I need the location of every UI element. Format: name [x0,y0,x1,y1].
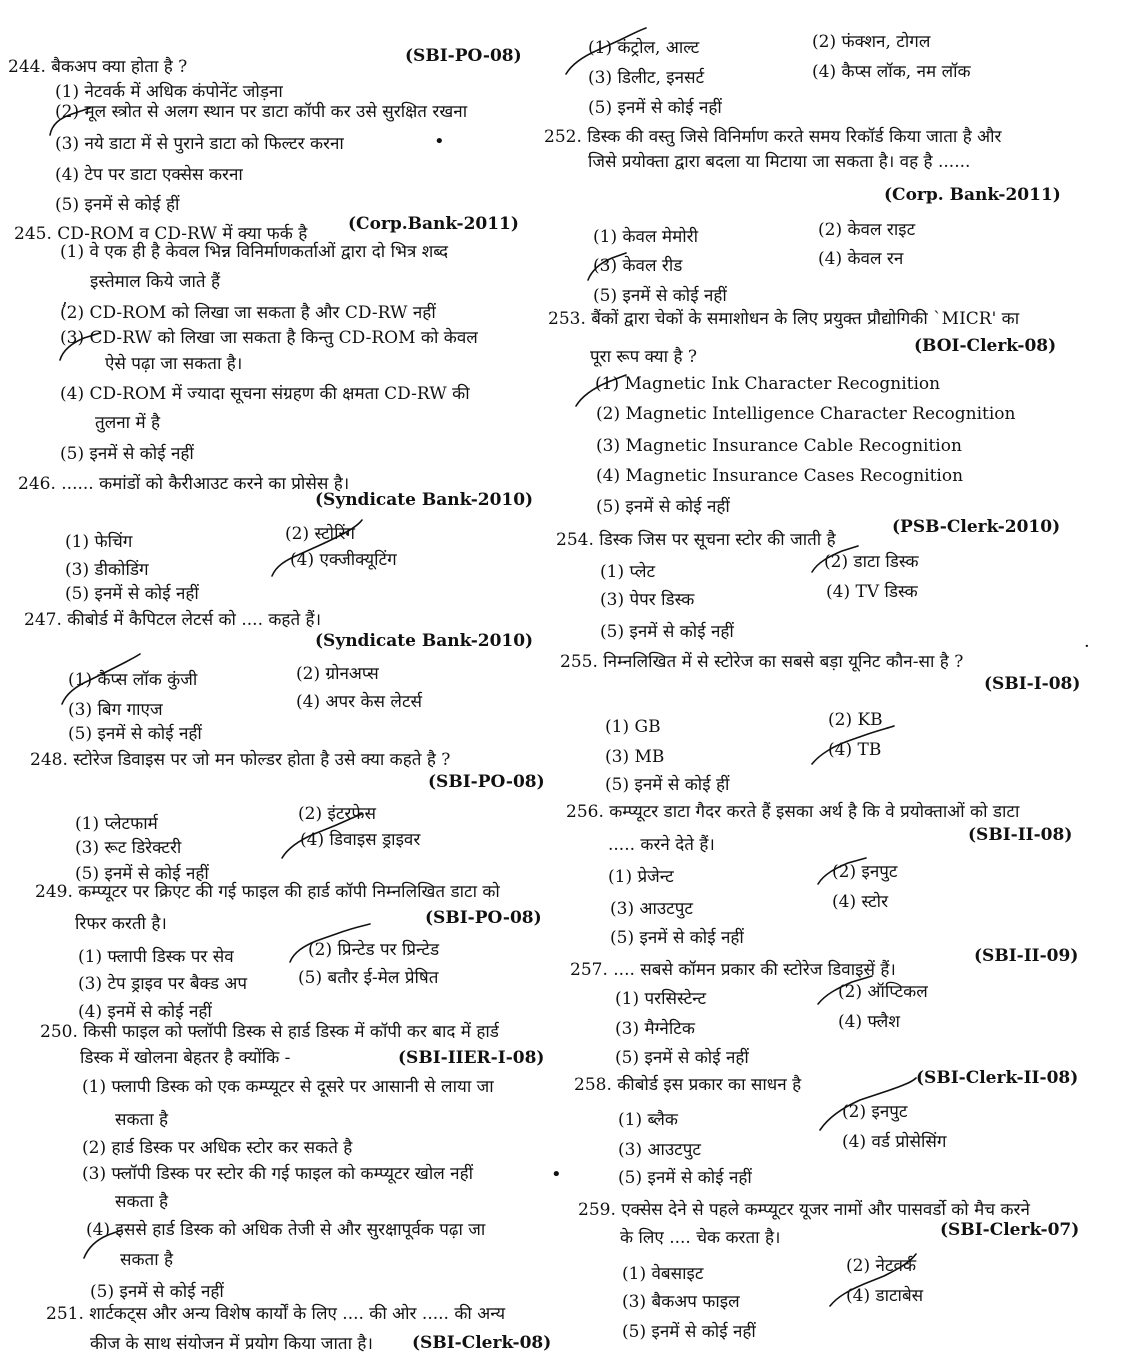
option: (4) इनमें से कोई नहीं [78,1002,212,1022]
option: (2) नेटवर्क [846,1256,916,1276]
exam-source: (Corp.Bank-2011) [348,214,519,234]
exam-source: (SBI-I-08) [984,674,1081,694]
option: (3) नये डाटा में से पुराने डाटा को फिल्टर करना [55,134,344,154]
question-stem: 256. कम्प्यूटर डाटा गैदर करते हैं इसका अर्थ है कि वे प्रयोक्ताओं को डाटा [566,802,1020,822]
option: (4) स्टोर [832,892,889,912]
option: (4) अपर केस लेटर्स [296,692,423,712]
option: (3) मैग्नेटिक [615,1019,695,1039]
option: (2) मूल स्त्रोत से अलग स्थान पर डाटा कॉपी कर उसे सुरक्षित रखना [55,102,468,122]
option-continued: सकता है [120,1250,174,1270]
option: (5) इनमें से कोई हीं [605,775,730,795]
option: (4) CD-ROM में ज्यादा सूचना संग्रहण की क्षमता CD-RW की [60,384,470,404]
option: (4) वर्ड प्रोसेसिंग [842,1132,947,1152]
question-stem-continued: पूरा रूप क्या है ? [590,347,697,367]
question-stem: 259. एक्सेस देने से पहले कम्प्यूटर यूजर नामों और पासवर्डो को मैच करने [578,1200,1030,1220]
option: (3) पेपर डिस्क [600,590,695,610]
option: (5) इनमें से कोई हीं [55,195,180,215]
option: (2) इंटरफेस [298,804,376,824]
option: (2) CD-ROM को लिखा जा सकता है और CD-RW नहीं [60,303,436,323]
exam-source: (SBI-PO-08) [425,908,542,928]
option-continued: सकता है [115,1192,169,1212]
option: (5) इनमें से कोई नहीं [68,724,202,744]
option: (5) इनमें से कोई नहीं [596,497,730,517]
option: (5) इनमें से कोई नहीं [60,444,194,464]
option: (2) KB [828,710,883,730]
option: (1) कैप्स लॉक कुंजी [68,670,198,690]
option: (3) बिग गाएज [68,700,163,720]
question-stem: 245. CD-ROM व CD-RW में क्या फर्क है [14,224,308,244]
option: (2) केवल राइट [818,220,916,240]
question-stem: 253. बैंकों द्वारा चेकों के समाशोधन के लिए प्रयुक्त प्रौद्योगिकी `MICR' का [548,309,1020,329]
option: (1) केवल मेमोरी [593,227,699,247]
question-stem-continued: कीज के साथ संयोजन में प्रयोग किया जाता है। [90,1334,373,1354]
option: (5) इनमें से कोई नहीं [65,584,199,604]
option: (3) CD-RW को लिखा जा सकता है किन्तु CD-ROM को केवल [60,328,478,348]
question-stem: 248. स्टोरेज डिवाइस पर जो मन फोल्डर होता है उसे क्या कहते है ? [30,750,451,770]
option: (2) ऑप्टिकल [838,982,928,1002]
option: (1) ब्लैक [618,1110,678,1130]
question-stem: 247. कीबोर्ड में कैपिटल लेटर्स को .... कहते हैं। [24,610,322,630]
right-column [544,0,1136,1360]
option: (4) डाटाबेस [846,1286,924,1306]
option: (1) कंट्रोल, आल्ट [588,38,700,58]
option: (5) इनमें से कोई नहीं [615,1048,749,1068]
option: (4) कैप्स लॉक, नम लॉक [812,62,971,82]
option: (1) परसिस्टेन्ट [615,989,707,1009]
option: (2) डाटा डिस्क [824,552,919,572]
option: (4) डिवाइस ड्राइवर [300,830,421,850]
option: (4) Magnetic Insurance Cases Recognition [596,466,964,486]
option: (5) इनमें से कोई नहीं [75,864,209,884]
option: (4) एक्जीक्यूटिंग [290,550,397,570]
exam-source: (Syndicate Bank-2010) [315,490,534,510]
option: (4) केवल रन [818,249,904,269]
exam-source: (Corp. Bank-2011) [884,185,1061,205]
scan-comma: , [62,288,68,309]
option-continued: सकता है [115,1110,169,1130]
exam-source: (SBI-Clerk-08) [412,1333,552,1353]
option: (1) GB [605,717,661,737]
exam-source: (SBI-II-08) [968,825,1073,845]
question-stem-continued: के लिए .... चेक करता है। [620,1228,781,1248]
option: (1) नेटवर्क में अधिक कंपोनेंट जोड़ना [55,82,283,102]
option: (1) फेचिंग [65,532,133,552]
left-column [0,0,560,1360]
option: (1) प्लेटफार्म [75,814,158,834]
option: (3) रूट डिरेक्टरी [75,838,182,858]
exam-source: (SBI-II-09) [974,946,1079,966]
exam-source: (SBI-PO-08) [428,772,545,792]
option: (3) Magnetic Insurance Cable Recognition [596,436,962,456]
exam-source: (Syndicate Bank-2010) [315,631,534,651]
option: (5) बतौर ई-मेल प्रेषित [298,968,439,988]
option: (1) प्रेजेन्ट [608,867,674,887]
option: (5) इनमें से कोई नहीं [600,622,734,642]
option: (1) प्लेट [600,562,656,582]
option: (3) बैकअप फाइल [622,1292,740,1312]
option-continued: तुलना में है [95,413,161,433]
option: (5) इनमें से कोई नहीं [593,286,727,306]
option: (1) वेबसाइट [622,1264,704,1284]
scan-dot: • [551,1164,562,1185]
option: (1) फ्लापी डिस्क पर सेव [78,947,234,967]
option: (3) आउटपुट [618,1140,701,1160]
option: (5) इनमें से कोई नहीं [618,1168,752,1188]
option: (5) इनमें से कोई नहीं [90,1282,224,1302]
option: (2) प्रिन्टेड पर प्रिन्टेड [308,940,440,960]
option: (3) केवल रीड [593,256,683,276]
option-continued: इस्तेमाल किये जाते हैं [90,272,221,292]
option: (4) इससे हार्ड डिस्क को अधिक तेजी से और सुरक्षापूर्वक पढ़ा जा [86,1220,486,1240]
option: (4) फ्लैश [838,1012,900,1032]
question-stem-continued: रिफर करती है। [75,914,167,934]
option: (3) डीकोडिंग [65,560,149,580]
option: (5) इनमें से कोई नहीं [622,1322,756,1342]
option: (2) फंक्शन, टोगल [812,32,931,52]
option: (2) इनपुट [832,862,898,882]
option: (5) इनमें से कोई नहीं [588,98,722,118]
question-stem: 246. ...... कमांडों को कैरीआउट करने का प्रोसेस है। [18,474,350,494]
option: (3) टेप ड्राइव पर बैक्ड अप [78,974,248,994]
exam-source: (SBI-Clerk-07) [940,1220,1080,1240]
question-stem: 252. डिस्क की वस्तु जिसे विनिर्माण करते समय रिकॉर्ड किया जाता है और [544,127,1002,147]
option: (4) TV डिस्क [826,582,918,602]
option: (2) स्टोरिंग [285,524,355,544]
option: (1) फ्लापी डिस्क को एक कम्प्यूटर से दूसरे पर आसानी से लाया जा [82,1077,494,1097]
option: (2) Magnetic Intelligence Character Recognition [596,404,1016,424]
option: (3) आउटपुट [610,899,693,919]
option: (5) इनमें से कोई नहीं [610,928,744,948]
option: (1) Magnetic Ink Character Recognition [595,374,941,394]
option: (1) वे एक ही है केवल भिन्न विनिर्माणकर्ताओं द्वारा दो भित्र शब्द [60,242,448,262]
question-stem: 254. डिस्क जिस पर सूचना स्टोर की जाती है [556,530,836,550]
scan-dot: · [1084,636,1090,657]
option: (2) हार्ड डिस्क पर अधिक स्टोर कर सकते है [82,1138,353,1158]
option: (3) MB [605,747,665,767]
question-stem-continued: जिसे प्रयोक्ता द्वारा बदला या मिटाया जा सकता है। वह है ...... [588,152,971,172]
exam-source: (SBI-IIER-I-08) [398,1048,545,1068]
question-stem: 255. निम्नलिखित में से स्टोरेज का सबसे बड़ा यूनिट कौन-सा है ? [560,652,964,672]
exam-source: (SBI-Clerk-II-08) [916,1068,1079,1088]
option: (3) फ्लॉपी डिस्क पर स्टोर की गई फाइल को कम्प्यूटर खोल नहीं [82,1164,474,1184]
exam-source: (PSB-Clerk-2010) [892,517,1061,537]
question-stem: 251. शार्टकट्स और अन्य विशेष कार्यों के लिए .... की ओर ..... की अन्य [46,1304,506,1324]
question-stem-continued: डिस्क में खोलना बेहतर है क्योंकि - [80,1048,291,1068]
option: (4) टेप पर डाटा एक्सेस करना [55,165,243,185]
question-stem: 250. किसी फाइल को फ्लॉपी डिस्क से हार्ड डिस्क में कॉपी कर बाद में हार्ड [40,1022,499,1042]
question-stem: 249. कम्प्यूटर पर क्रिएट की गई फाइल की हार्ड कॉपी निम्नलिखित डाटा को [35,882,500,902]
exam-source: (BOI-Clerk-08) [914,336,1057,356]
scan-dot: • [434,131,445,152]
question-stem: 244. बैकअप क्या होता है ? [8,57,188,77]
option: (2) ग्रोनअप्स [296,664,379,684]
option: (3) डिलीट, इनसर्ट [588,68,705,88]
exam-source: (SBI-PO-08) [405,46,522,66]
option: (4) TB [828,740,882,760]
option-continued: ऐसे पढ़ा जा सकता है। [105,354,243,374]
question-stem: 258. कीबोर्ड इस प्रकार का साधन है [574,1075,802,1095]
question-stem: 257. .... सबसे कॉमन प्रकार की स्टोरेज डिवाइसें हैं। [570,960,896,980]
question-stem-continued: ..... करने देते हैं। [608,835,715,855]
option: (2) इनपुट [842,1102,908,1122]
